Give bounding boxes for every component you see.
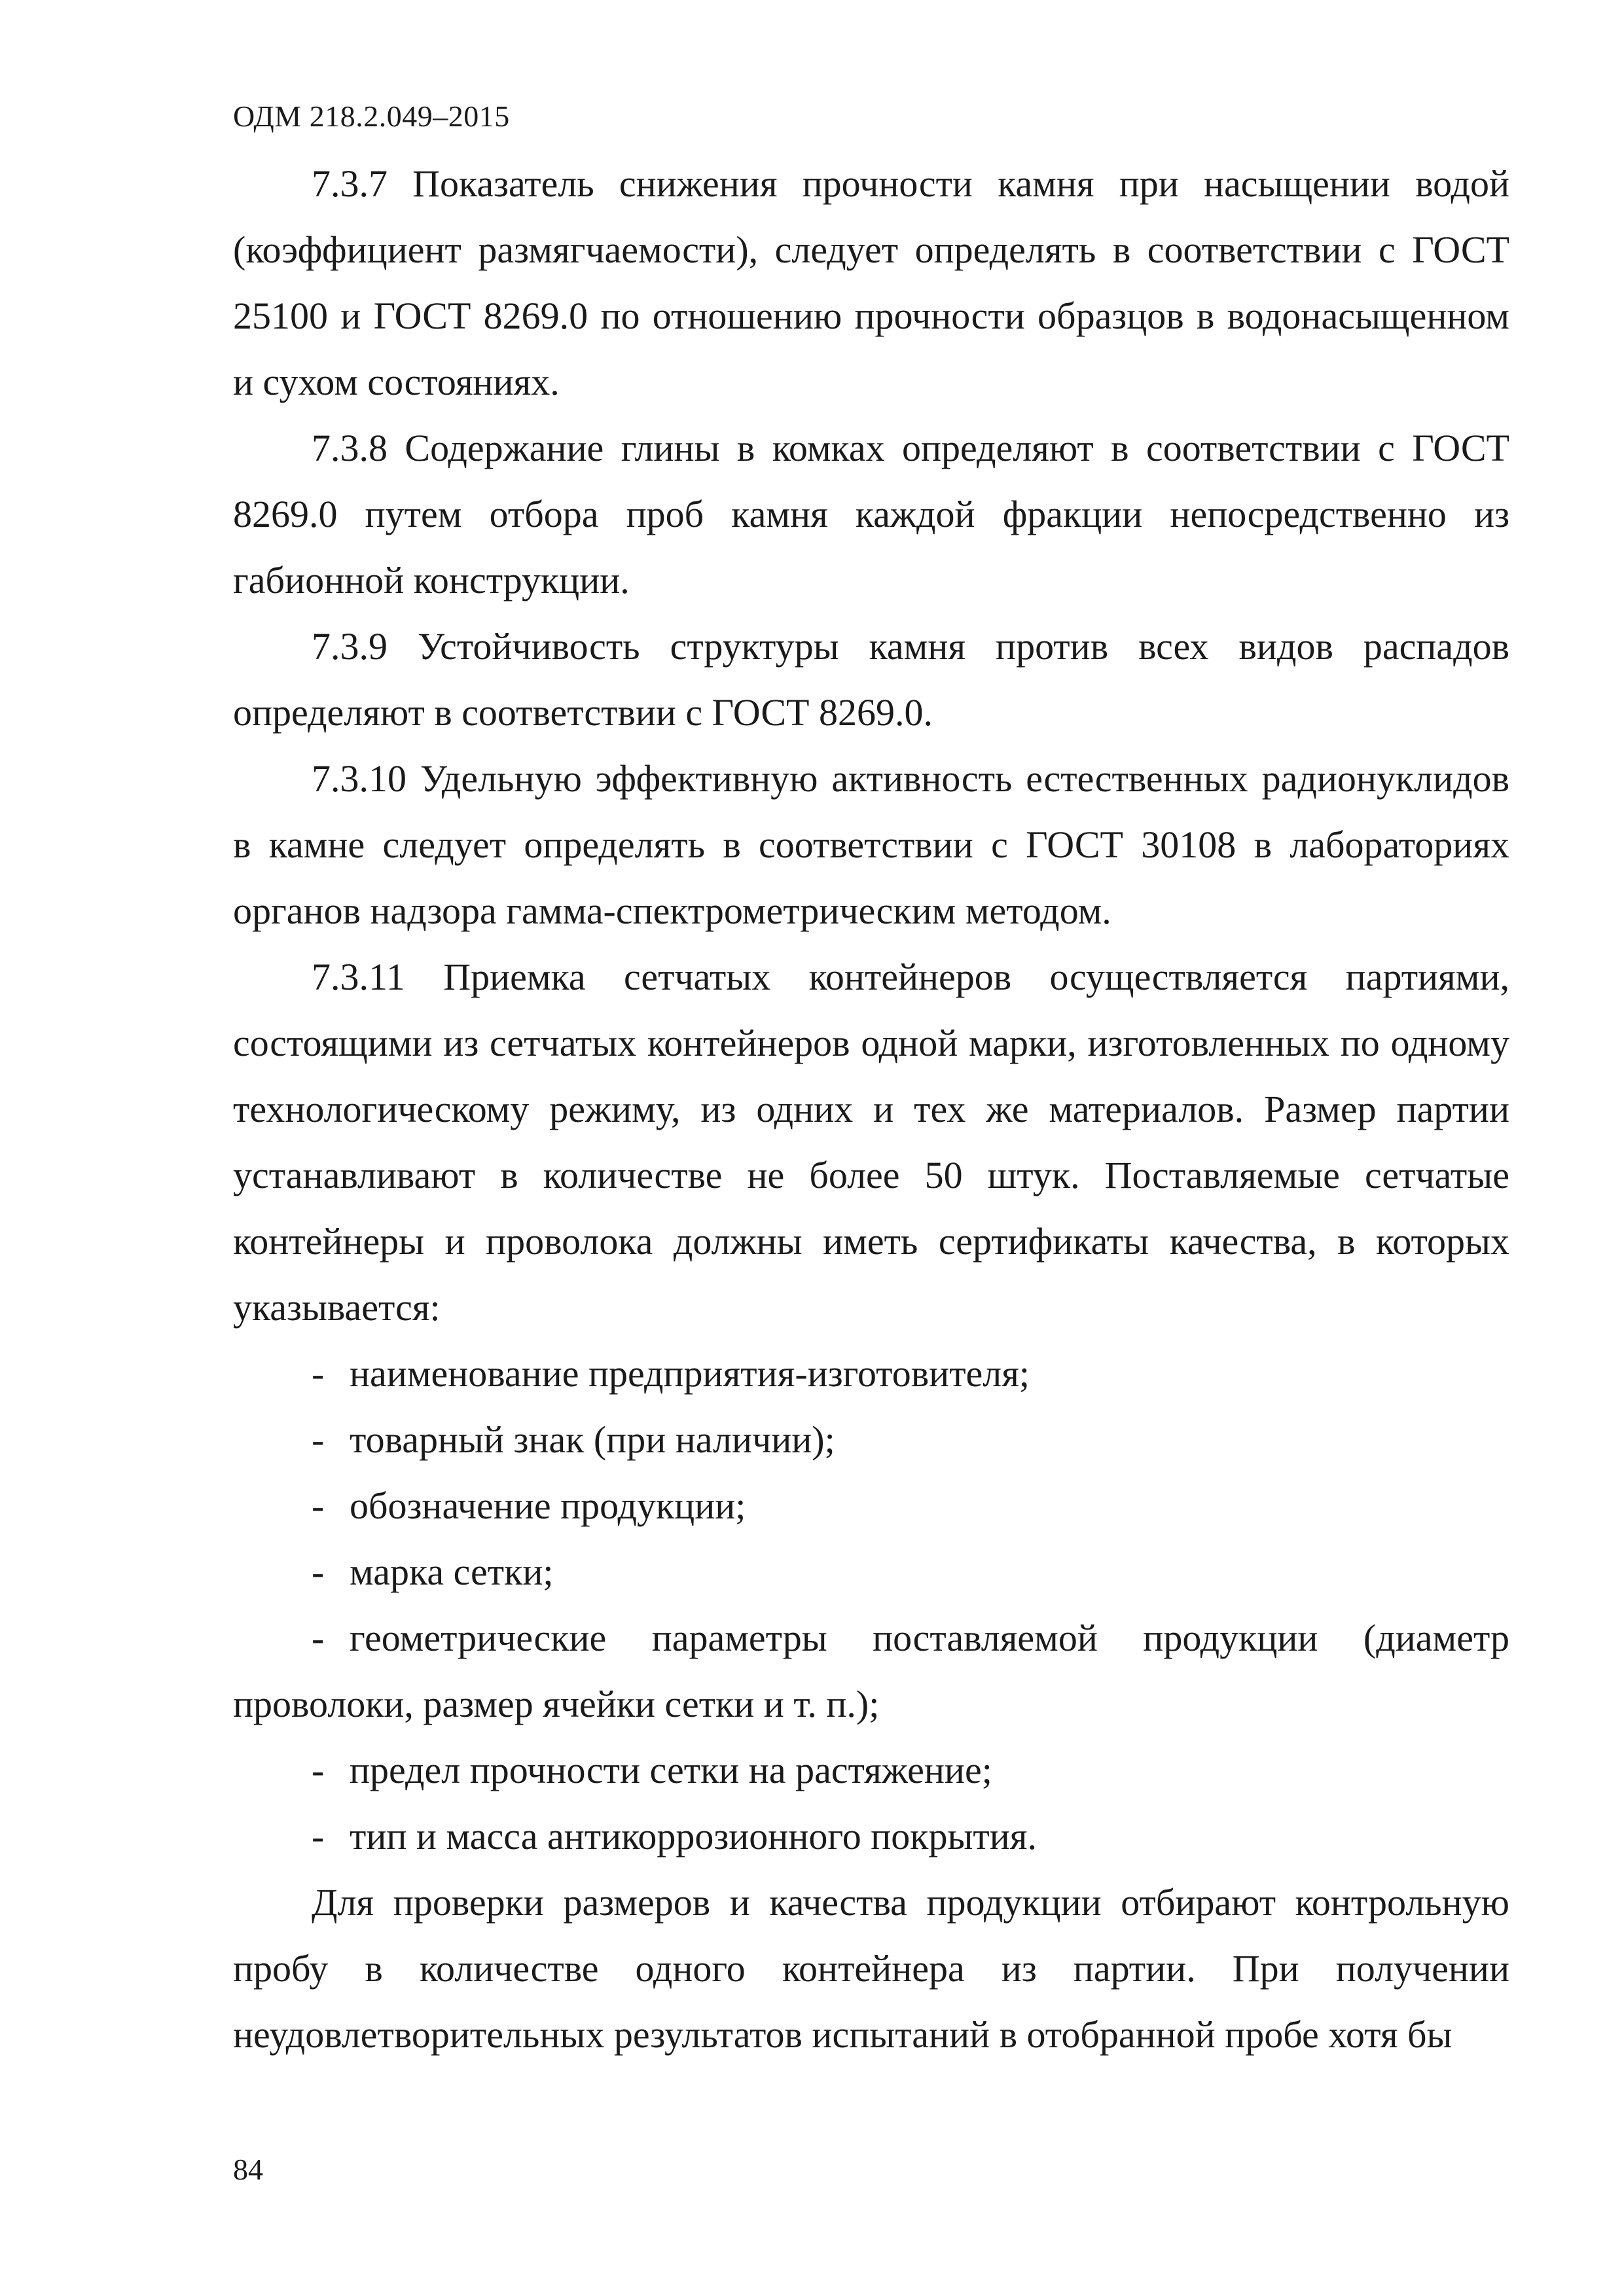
list-bullet: - <box>312 1551 325 1593</box>
list-item <box>233 1407 1509 1473</box>
list-bullet: - <box>312 1815 325 1857</box>
document-body <box>233 151 1509 2068</box>
list-item <box>233 1473 1509 1539</box>
list-item-text: товарный знак (при наличии); <box>350 1418 835 1461</box>
list-bullet: - <box>312 1484 325 1527</box>
list-item-text: обозначение продукции; <box>350 1484 746 1527</box>
list-item-text: наименование предприятия-изготовителя; <box>350 1352 1030 1395</box>
page-number: 84 <box>233 2153 263 2186</box>
list-item-text: тип и масса антикоррозионного покрытия. <box>350 1815 1037 1857</box>
paragraph-7-3-10: 7.3.10 Удельную эффективную активность естественных радионуклидов в камне следует определять в соответствии с ГОСТ 30108 в лабораториях органов надзора гамма-спектрометрическим методом. <box>233 757 1509 932</box>
list-item <box>233 1803 1509 1869</box>
list-item-text: предел прочности сетки на растяжение; <box>350 1749 992 1791</box>
list-item <box>233 1340 1509 1407</box>
paragraph-quality-check: Для проверки размеров и качества продукции отбирают контрольную пробу в количестве одного контейнера из партии. При получении неудовлетворительных результатов испытаний в отобранной пробе хотя бы <box>233 1881 1509 2056</box>
document-code-header: ОДМ 218.2.049–2015 <box>233 99 510 133</box>
paragraph-7-3-11: 7.3.11 Приемка сетчатых контейнеров осуществляется партиями, состоящими из сетчатых контейнеров одной марки, изготовленных по одному технологическому режиму, из одних и тех же материалов. Размер партии устанавливают в количестве не более 50 штук. Поставляемые сетчатые контейнеры и проволока должны иметь сертификаты качества, в которых указывается: <box>233 956 1509 1329</box>
list-item-text: марка сетки; <box>350 1551 554 1593</box>
list-bullet: - <box>312 1352 325 1395</box>
paragraph-7-3-7: 7.3.7 Показатель снижения прочности камня при насыщении водой (коэффициент размягчаемости), следует определять в соответствии с ГОСТ 25100 и ГОСТ 8269.0 по отношению прочности образцов в водонасыщенном и сухом состояниях. <box>233 162 1509 403</box>
list-bullet: - <box>312 1418 325 1461</box>
paragraph-7-3-8: 7.3.8 Содержание глины в комках определяют в соответствии с ГОСТ 8269.0 путем отбора проб камня каждой фракции непосредственно из габионной конструкции. <box>233 427 1509 601</box>
list-bullet: - <box>312 1617 325 1659</box>
list-item <box>233 1539 1509 1605</box>
paragraph-7-3-9: 7.3.9 Устойчивость структуры камня против всех видов распадов определяют в соответствии с ГОСТ 8269.0. <box>233 625 1509 734</box>
list-item <box>233 1737 1509 1803</box>
list-bullet: - <box>312 1749 325 1791</box>
list-item-text: геометрические параметры поставляемой продукции (диаметр проволоки, размер ячейки сетки и т. п.); <box>233 1617 1509 1725</box>
list-item <box>233 1605 1509 1737</box>
